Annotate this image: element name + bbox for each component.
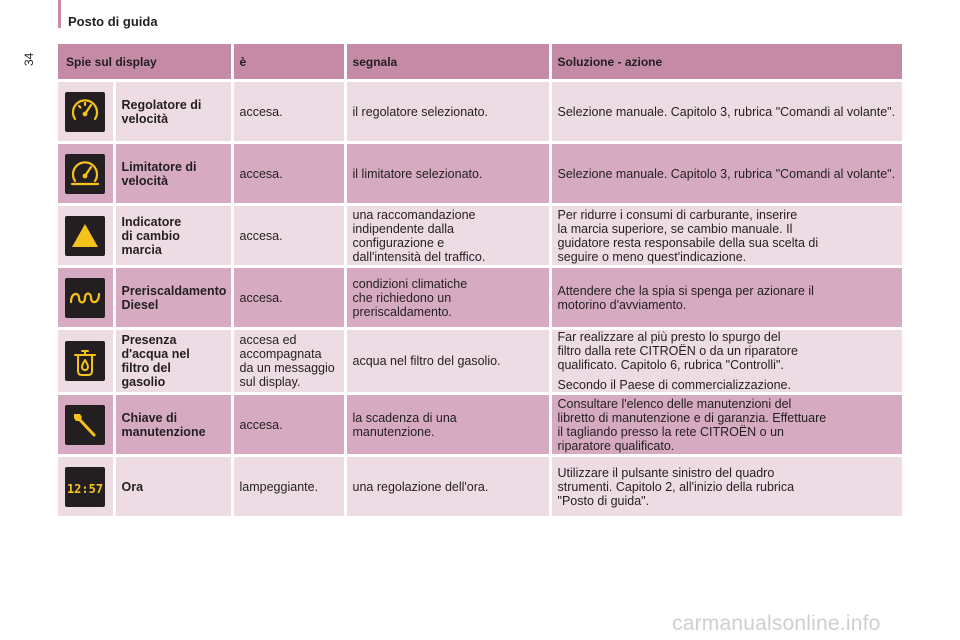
light-state: lampeggiante. [232,456,345,518]
light-signal: la scadenza di una manutenzione. [345,394,550,456]
light-solution: Consultare l'elenco delle manutenzioni del libretto di manutenzione e di garanzia. Effettuare il tagliando presso la rete CITROËN o un riparatore qualificato. [550,394,903,456]
light-signal: una raccomandazione indipendente dalla configurazione e dall'intensità del traffico. [345,205,550,267]
light-solution: Per ridurre i consumi di carburante, inserire la marcia superiore, se cambio manuale. Il guidatore resta responsabile della sua scelta di seguire o meno quest'indicazione. [550,205,903,267]
light-state: accesa ed accompagnata da un messaggio sul display. [232,329,345,394]
svg-text:12:57: 12:57 [67,481,104,496]
table-row [58,205,903,267]
light-name: Regolatore di velocità [114,81,232,143]
light-name: Chiave di manutenzione [114,394,232,456]
speed-limiter-icon [65,154,105,194]
light-signal: acqua nel filtro del gasolio. [345,329,550,394]
table-row [58,81,903,143]
table-row [58,394,903,456]
light-name: Preriscaldamento Diesel [114,267,232,329]
page-number: 34 [22,52,36,66]
light-name: Ora [114,456,232,518]
watermark: carmanualsonline.info [672,612,881,635]
gear-shift-indicator-icon [65,216,105,256]
clock-display-icon [65,467,105,507]
light-state: accesa. [232,143,345,205]
light-solution: Utilizzare il pulsante sinistro del quadro strumenti. Capitolo 2, all'inizio della rubrica "Posto di guida". [550,456,903,518]
column-header-signal: segnala [345,44,550,81]
light-name: Indicatore di cambio marcia [114,205,232,267]
light-signal: il regolatore selezionato. [345,81,550,143]
light-signal: il limitatore selezionato. [345,143,550,205]
section-title: Posto di guida [68,14,158,29]
water-in-diesel-filter-icon [65,341,105,381]
light-solution: Selezione manuale. Capitolo 3, rubrica "Comandi al volante". [550,143,903,205]
light-state: accesa. [232,394,345,456]
column-header-display-lights: Spie sul display [58,44,232,81]
light-name: Presenza d'acqua nel filtro del gasolio [114,329,232,394]
preheating-coil-icon [65,278,105,318]
column-header-state: è [232,44,345,81]
table-row [58,329,903,394]
table-header-row [58,44,903,81]
light-solution: Attendere che la spia si spenga per azionare il motorino d'avviamento. [550,267,903,329]
light-signal: una regolazione dell'ora. [345,456,550,518]
warning-lights-table [58,44,905,519]
light-solution-note: Secondo il Paese di commercializzazione. [557,378,791,392]
light-solution: Selezione manuale. Capitolo 3, rubrica "Comandi al volante". [550,81,903,143]
column-header-solution: Soluzione - azione [550,44,903,81]
light-state: accesa. [232,205,345,267]
light-state: accesa. [232,81,345,143]
section-marker-bar [58,0,61,28]
light-signal: condizioni climatiche che richiedono un preriscaldamento. [345,267,550,329]
speed-regulator-icon [65,92,105,132]
light-solution: Far realizzare al più presto lo spurgo del filtro dalla rete CITROËN o da un riparatore qualificato. Capitolo 6, rubrica "Controlli". [557,330,798,372]
light-name: Limitatore di velocità [114,143,232,205]
table-row [58,456,903,518]
table-row [58,143,903,205]
table-row [58,267,903,329]
light-state: accesa. [232,267,345,329]
service-wrench-icon [65,405,105,445]
